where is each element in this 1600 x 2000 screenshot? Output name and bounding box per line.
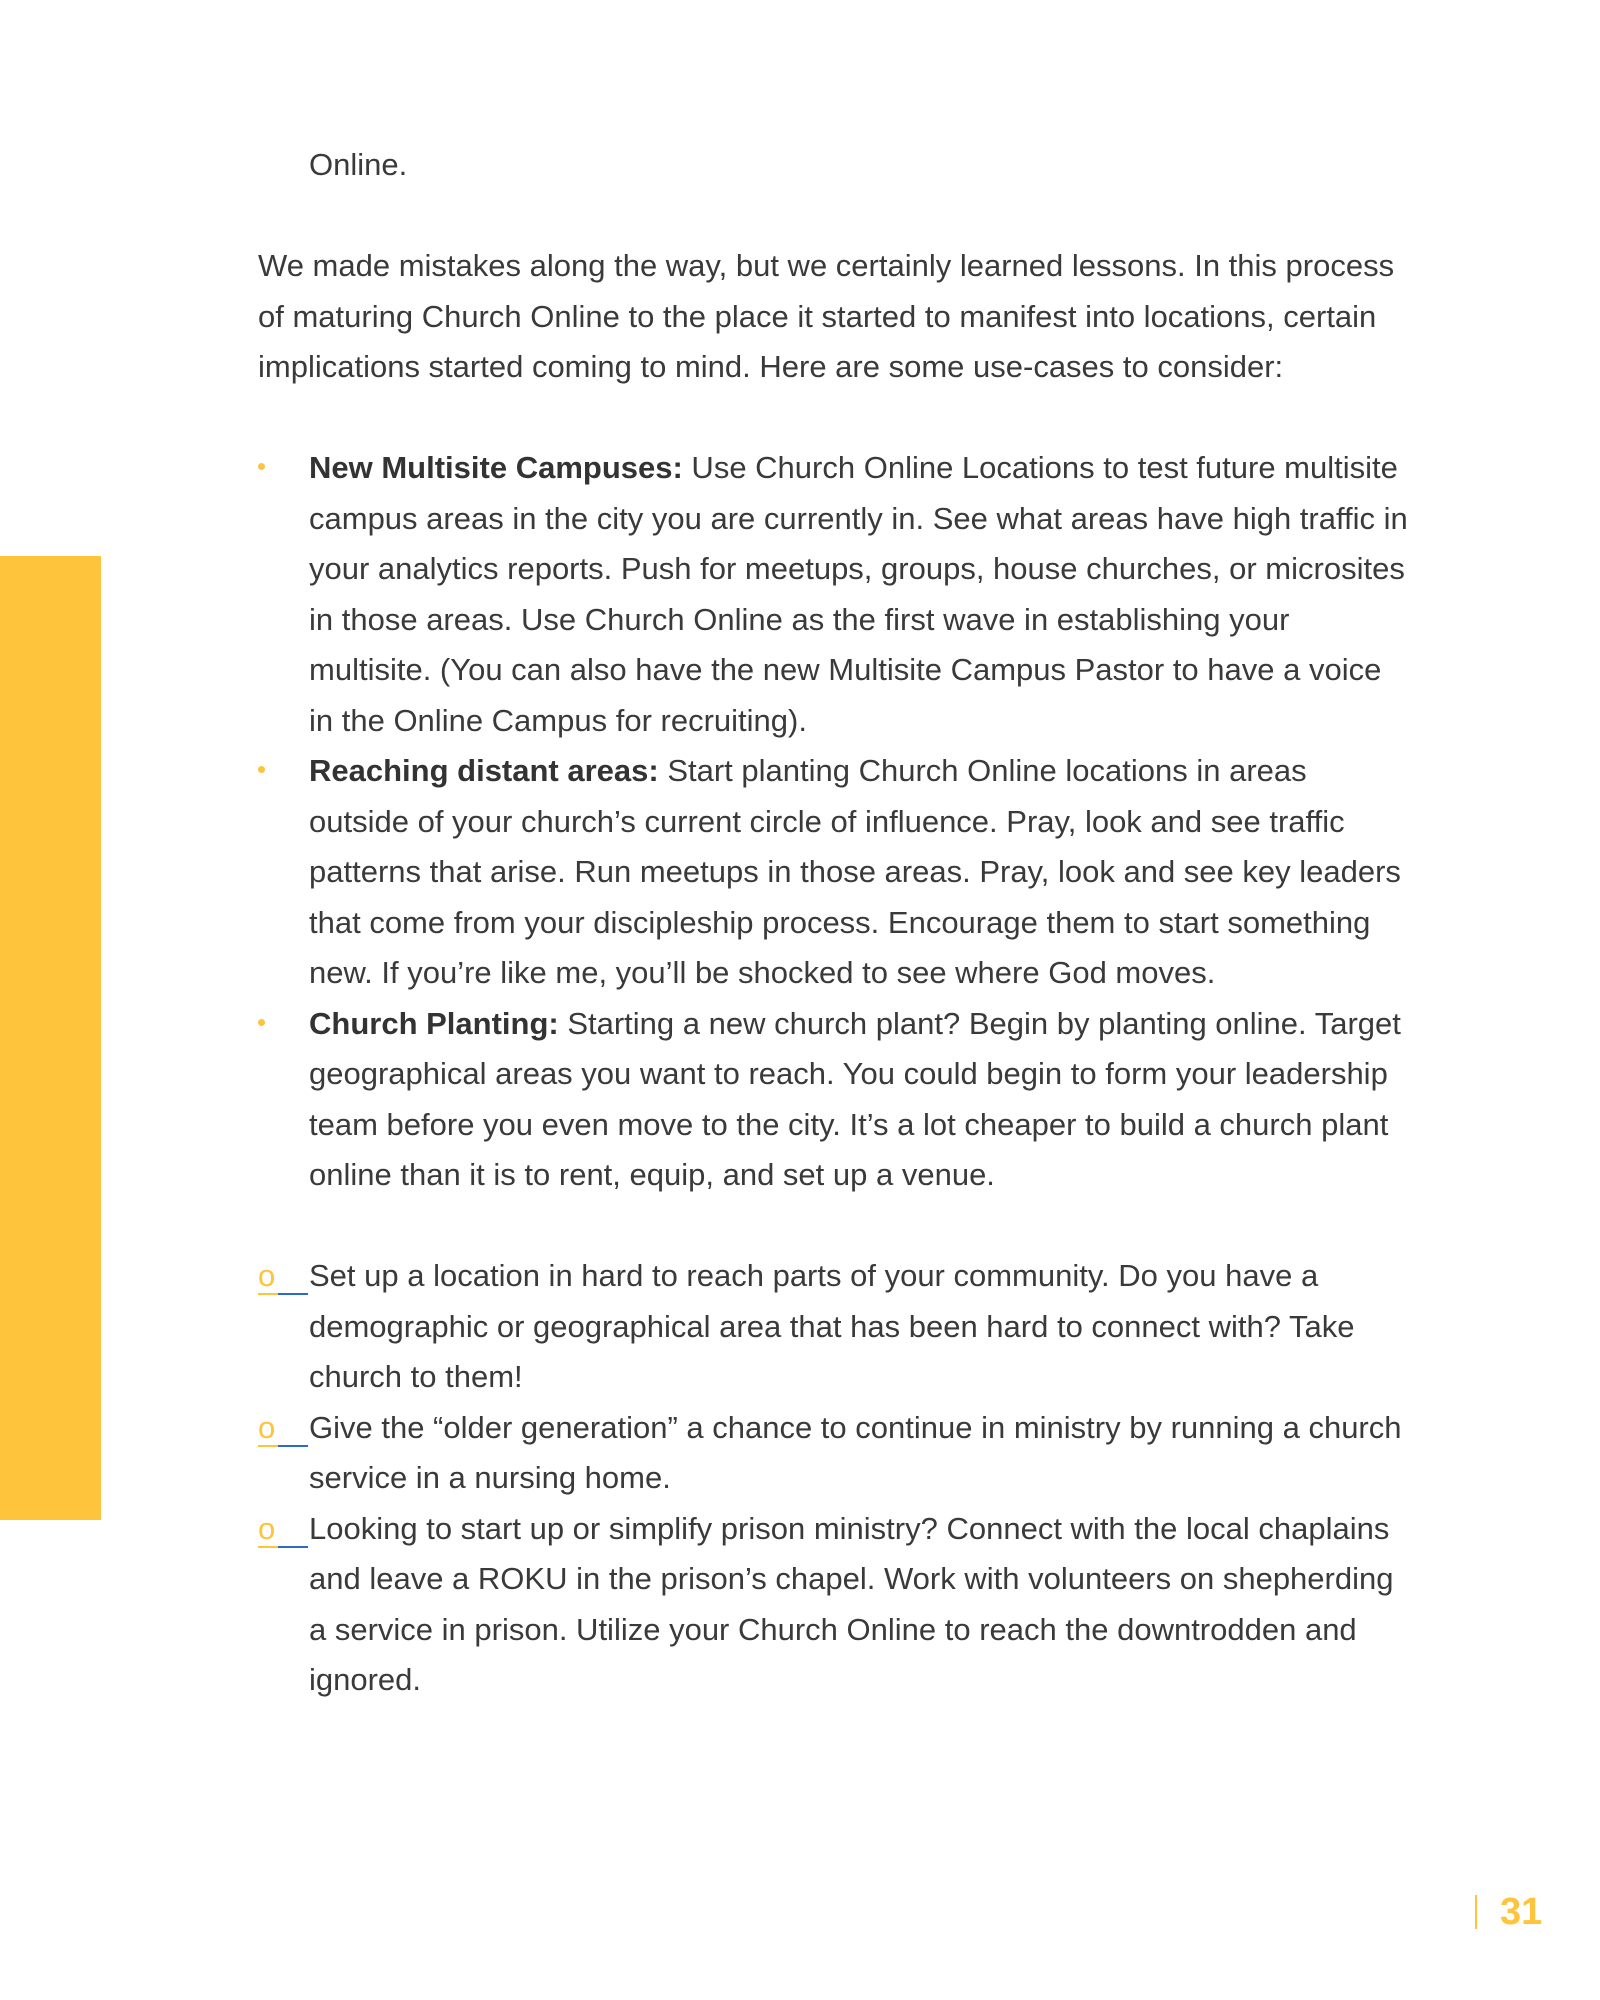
o-bullet-icon [258,1251,309,1302]
page-content [258,140,1408,1706]
sub-item-text: Set up a location in hard to reach parts of your community. Do you have a demographic or geographical area that has been hard to connect with? Take church to them! [309,1258,1355,1394]
page-number-block [1475,1887,1542,1937]
o-bullet-letter: o [258,1409,276,1445]
marker-underline-blue [278,1546,308,1548]
page-number: 31 [1500,1891,1543,1933]
bullet-text: Start planting Church Online locations in areas outside of your church’s current circle of influence. Pray, look and see traffic patterns that arise. Run meetups in those areas. Pray, look and see key leaders that come from your discipleship process. Encourage them to start something new. If you’re like me, you’ll be shocked to see where God moves. [309,753,1401,990]
yellow-side-bar [0,556,101,1520]
sub-use-case-list [258,1251,1408,1706]
page-number-divider [1475,1895,1477,1929]
sub-item-text: Looking to start up or simplify prison ministry? Connect with the local chaplains and leave a ROKU in the prison’s chapel. Work with volunteers on shepherding a service in prison. Utilize your Church Online to reach the downtrodden and ignored. [309,1510,1394,1697]
bullet-text: Starting a new church plant? Begin by planting online. Target geographical areas you want to reach. You could begin to form your leadership team before you even move to the city. It’s a lot cheaper to build a church plant online than it is to rent, equip, and set up a venue. [309,1005,1401,1192]
marker-underline-gold [258,1445,278,1447]
bullet-dot-icon [258,999,278,1050]
list-item [258,1504,1408,1706]
marker-underline-gold [258,1546,278,1548]
continuation-text: Online. [309,147,408,182]
list-item [258,1403,1408,1504]
use-case-list [258,443,1408,1201]
bullet-text: Use Church Online Locations to test future multisite campus areas in the city you are currently in. See what areas have high traffic in your analytics reports. Push for meetups, groups, house churches, or microsites in those areas. Use Church Online as the first wave in establishing your multisite. (You can also have the new Multisite Campus Pastor to have a voice in the Online Campus for recruiting). [309,450,1408,738]
list-item [258,443,1408,746]
marker-underline-blue [278,1293,308,1295]
marker-underline-gold [258,1293,278,1295]
o-bullet-icon [258,1504,309,1555]
bullet-dot-icon [258,746,278,797]
bullet-term: New Multisite Campuses: [309,450,683,485]
marker-underline-blue [278,1445,308,1447]
bullet-term: Church Planting: [309,1005,559,1041]
o-bullet-icon [258,1403,309,1454]
o-bullet-letter: o [258,1510,276,1546]
o-bullet-letter: o [258,1258,276,1293]
bullet-dot-icon [258,443,278,494]
list-item [258,746,1408,999]
sub-item-text: Give the “older generation” a chance to continue in ministry by running a church service in a nursing home. [309,1409,1402,1495]
list-item [258,1251,1408,1403]
list-item [258,999,1408,1201]
bullet-term: Reaching distant areas: [309,753,659,788]
intro-paragraph: We made mistakes along the way, but we certainly learned lessons. In this process of maturing Church Online to the place it started to manifest into locations, certain implications started coming to mind. Here are some use-cases to consider: [258,248,1395,384]
